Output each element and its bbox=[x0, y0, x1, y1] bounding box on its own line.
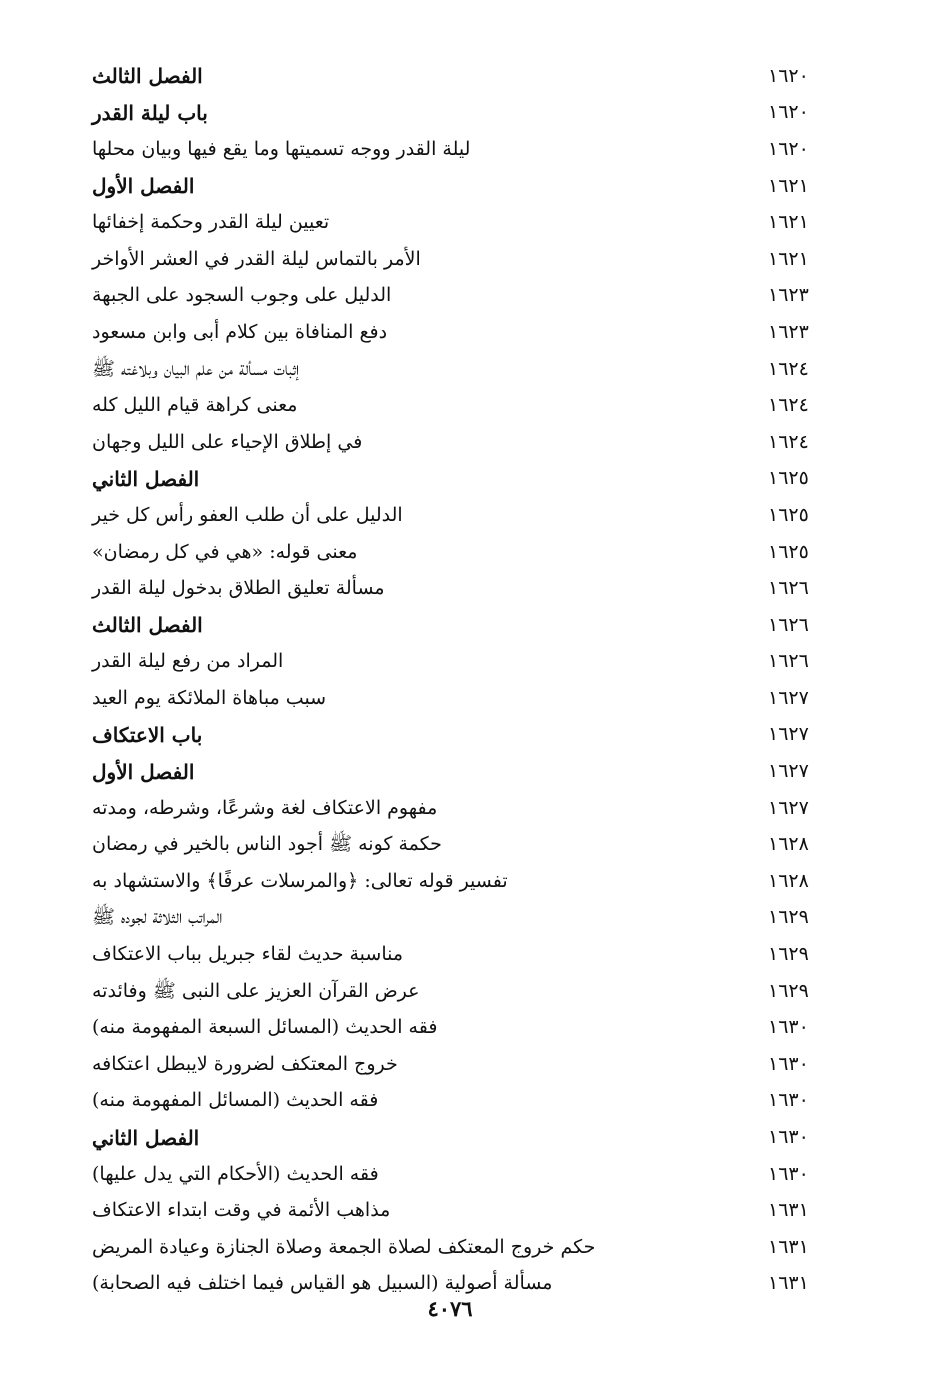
toc-row bbox=[92, 900, 838, 937]
toc-entry-title: حكمة كونه ﷺ أجود الناس بالخير في رمضان bbox=[92, 833, 442, 856]
toc-row bbox=[92, 753, 838, 790]
toc-entry-title: مسألة أصولية (السبيل هو القياس فيما اختلف فيه الصحابة) bbox=[92, 1272, 553, 1295]
page-number: ٤٠٧٦ bbox=[427, 1296, 473, 1321]
toc-entry-title: الدليل على أن طلب العفو رأس كل خير bbox=[92, 503, 403, 526]
toc-entry-title: المراد من رفع ليلة القدر bbox=[92, 650, 284, 673]
toc-entry-title: باب ليلة القدر bbox=[92, 100, 208, 125]
toc-entry-title: المراتب الثلاثة لجوده ﷺ bbox=[92, 906, 223, 929]
toc-entry-title: الدليل على وجوب السجود على الجبهة bbox=[92, 284, 392, 307]
toc-page-number: ١٦٢٣ bbox=[768, 320, 809, 343]
toc-entry-title: مذاهب الأئمة في وقت ابتداء الاعتكاف bbox=[92, 1199, 391, 1222]
toc-row bbox=[92, 570, 838, 607]
toc-page-number: ١٦٣١ bbox=[768, 1272, 809, 1295]
toc-page-number: ١٦٢١ bbox=[768, 174, 809, 197]
toc-entry-title: الفصل الثالث bbox=[92, 64, 203, 89]
toc-entry-title: معنى كراهة قيام الليل كله bbox=[92, 394, 298, 417]
toc-page-number: ١٦٣٠ bbox=[768, 1089, 809, 1112]
toc-page-number: ١٦٢٩ bbox=[768, 979, 809, 1002]
toc-page-number: ١٦٣٠ bbox=[768, 1126, 809, 1149]
toc-entry-title: الفصل الثالث bbox=[92, 613, 203, 638]
toc-entry-title: سبب مباهاة الملائكة يوم العيد bbox=[92, 686, 327, 709]
toc-row bbox=[92, 95, 838, 132]
toc-row bbox=[92, 168, 838, 205]
toc-entry-title: في إطلاق الإحياء على الليل وجهان bbox=[92, 430, 363, 453]
toc-page-number: ١٦٢٦ bbox=[768, 577, 809, 600]
toc-page-number: ١٦٢٤ bbox=[768, 357, 809, 380]
toc-entry-title: فقه الحديث (الأحكام التي يدل عليها) bbox=[92, 1162, 379, 1185]
toc-page-number: ١٦٢٨ bbox=[768, 833, 809, 856]
toc-entry-title: مناسبة حديث لقاء جبريل بباب الاعتكاف bbox=[92, 943, 404, 966]
toc-entry-title: تعيين ليلة القدر وحكمة إخفائها bbox=[92, 211, 330, 234]
toc-entry-title: معنى قوله: «هي في كل رمضان» bbox=[92, 540, 358, 563]
toc-page-number: ١٦٢٦ bbox=[768, 613, 809, 636]
toc-page-number: ١٦٢٨ bbox=[768, 869, 809, 892]
toc-page-number: ١٦٢٠ bbox=[768, 137, 809, 160]
toc-row bbox=[92, 351, 838, 388]
toc-page-number: ١٦٢٦ bbox=[768, 650, 809, 673]
toc-entry-title: دفع المنافاة بين كلام أبى وابن مسعود bbox=[92, 320, 388, 343]
toc-page-number: ١٦٢٥ bbox=[768, 467, 809, 490]
table-of-contents bbox=[92, 58, 838, 1302]
toc-page-number: ١٦٢٧ bbox=[768, 760, 809, 783]
toc-page-number: ١٦٢٥ bbox=[768, 503, 809, 526]
toc-row bbox=[92, 204, 838, 241]
toc-entry-title: الفصل الثاني bbox=[92, 1125, 200, 1150]
toc-row bbox=[92, 936, 838, 973]
toc-entry-title: عرض القرآن العزيز على النبى ﷺ وفائدته bbox=[92, 979, 420, 1002]
toc-row bbox=[92, 1229, 838, 1266]
toc-entry-title: الفصل الثاني bbox=[92, 466, 200, 491]
toc-row bbox=[92, 131, 838, 168]
toc-page-number: ١٦٢١ bbox=[768, 247, 809, 270]
toc-row bbox=[92, 497, 838, 534]
toc-entry-title: مفهوم الاعتكاف لغة وشرعًا، وشرطه، ومدته bbox=[92, 796, 438, 819]
toc-row bbox=[92, 534, 838, 571]
toc-row bbox=[92, 790, 838, 827]
toc-row bbox=[92, 1046, 838, 1083]
toc-row bbox=[92, 1009, 838, 1046]
toc-entry-title: إثبات مسألة من علم البيان وبلاغته ﷺ bbox=[92, 357, 300, 380]
toc-entry-title: فقه الحديث (المسائل المفهومة منه) bbox=[92, 1089, 379, 1112]
toc-page-number: ١٦٢٠ bbox=[768, 64, 809, 87]
toc-page-number: ١٦٢٧ bbox=[768, 796, 809, 819]
toc-row bbox=[92, 973, 838, 1010]
toc-row bbox=[92, 863, 838, 900]
toc-row bbox=[92, 1192, 838, 1229]
toc-page-number: ١٦٣٠ bbox=[768, 1052, 809, 1075]
toc-page-number: ١٦٢٤ bbox=[768, 394, 809, 417]
toc-page-number: ١٦٢٣ bbox=[768, 284, 809, 307]
toc-page-number: ١٦٢٧ bbox=[768, 723, 809, 746]
toc-row bbox=[92, 1119, 838, 1156]
toc-entry-title: الفصل الأول bbox=[92, 759, 195, 784]
toc-entry-title: ليلة القدر ووجه تسميتها وما يقع فيها وبيان محلها bbox=[92, 137, 471, 160]
toc-row bbox=[92, 826, 838, 863]
toc-row bbox=[92, 387, 838, 424]
toc-entry-title: باب الاعتكاف bbox=[92, 722, 203, 747]
toc-row bbox=[92, 314, 838, 351]
toc-entry-title: تفسير قوله تعالى: ﴿والمرسلات عرفًا﴾ والاستشهاد به bbox=[92, 869, 508, 892]
toc-row bbox=[92, 58, 838, 95]
toc-row bbox=[92, 1156, 838, 1193]
toc-entry-title: حكم خروج المعتكف لصلاة الجمعة وصلاة الجنازة وعيادة المريض bbox=[92, 1235, 596, 1258]
toc-row bbox=[92, 461, 838, 498]
toc-row bbox=[92, 607, 838, 644]
toc-page-number: ١٦٣١ bbox=[768, 1199, 809, 1222]
toc-page-number: ١٦٣٠ bbox=[768, 1162, 809, 1185]
toc-row bbox=[92, 1083, 838, 1120]
toc-entry-title: فقه الحديث (المسائل السبعة المفهومة منه) bbox=[92, 1016, 438, 1039]
toc-page-number: ١٦٢١ bbox=[768, 211, 809, 234]
toc-row bbox=[92, 717, 838, 754]
toc-page-number: ١٦٢٠ bbox=[768, 101, 809, 124]
toc-row bbox=[92, 680, 838, 717]
toc-entry-title: الأمر بالتماس ليلة القدر في العشر الأواخر bbox=[92, 247, 421, 270]
toc-page-number: ١٦٢٥ bbox=[768, 540, 809, 563]
toc-entry-title: مسألة تعليق الطلاق بدخول ليلة القدر bbox=[92, 577, 385, 600]
toc-page-number: ١٦٢٩ bbox=[768, 943, 809, 966]
toc-page-number: ١٦٢٩ bbox=[768, 906, 809, 929]
toc-page-number: ١٦٢٧ bbox=[768, 686, 809, 709]
toc-row bbox=[92, 241, 838, 278]
toc-row bbox=[92, 278, 838, 315]
toc-row bbox=[92, 424, 838, 461]
toc-page-number: ١٦٣١ bbox=[768, 1235, 809, 1258]
toc-entry-title: خروج المعتكف لضرورة لايبطل اعتكافه bbox=[92, 1052, 398, 1075]
toc-page-number: ١٦٢٤ bbox=[768, 430, 809, 453]
toc-row bbox=[92, 644, 838, 681]
toc-entry-title: الفصل الأول bbox=[92, 174, 195, 199]
toc-page-number: ١٦٣٠ bbox=[768, 1016, 809, 1039]
